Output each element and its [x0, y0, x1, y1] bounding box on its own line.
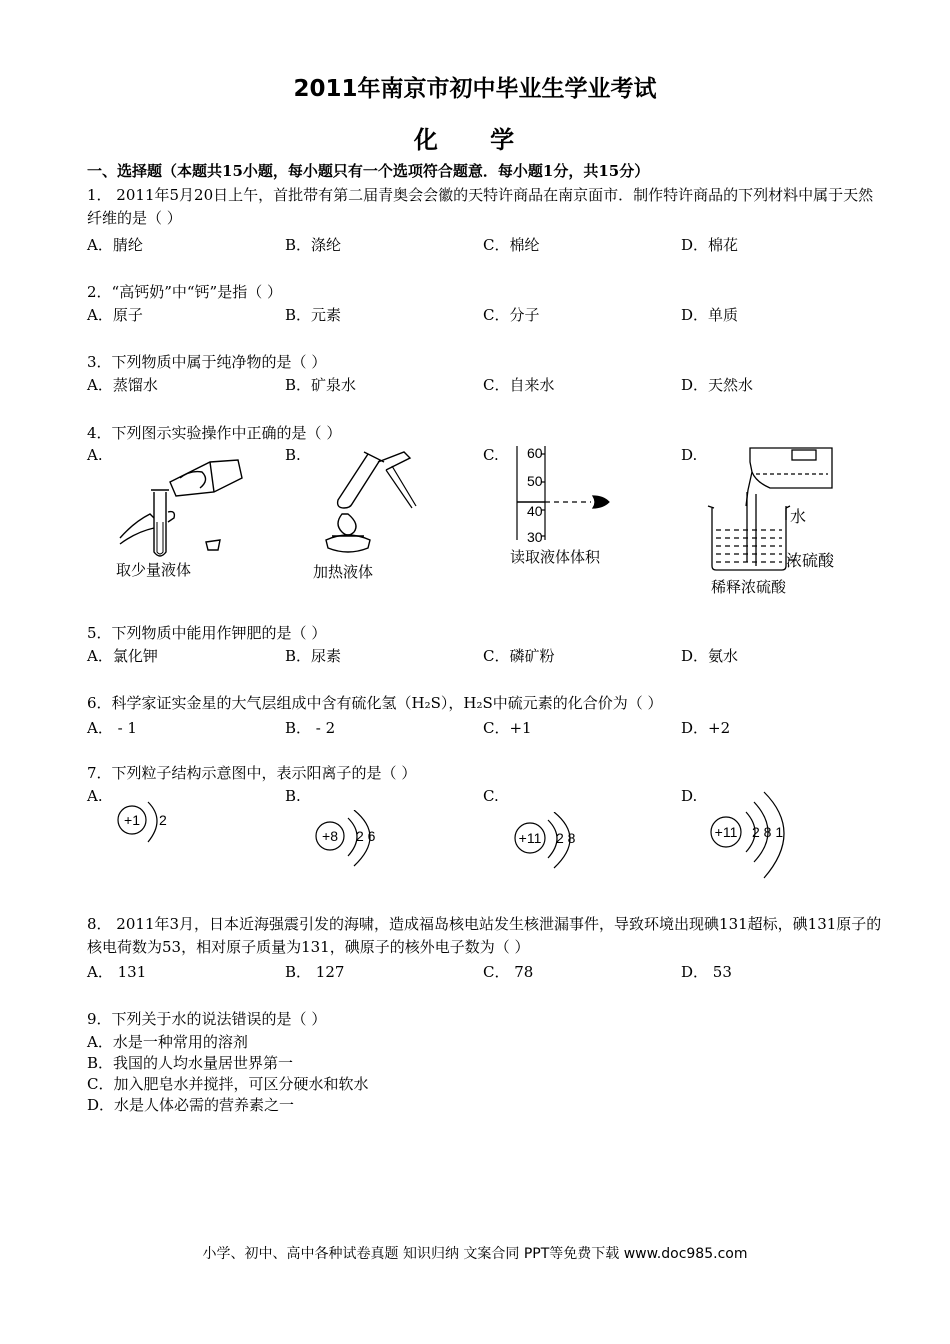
q8-option-a: A． 131: [87, 963, 147, 981]
atom-a-electrons: 2: [159, 812, 167, 828]
question-5-stem: 5．下列物质中能用作钾肥的是（ ）: [87, 624, 327, 642]
tick-30: 30: [527, 529, 543, 544]
q5-option-a: A．氯化钾: [87, 647, 158, 665]
atom-a-nucleus: +1: [124, 812, 140, 828]
q9-option-a: A．水是一种常用的溶剂: [87, 1033, 248, 1051]
q1-option-c: C．棉纶: [483, 236, 540, 254]
q5-option-c: C．磷矿粉: [483, 647, 555, 665]
tick-60: 60: [527, 445, 543, 461]
question-2-stem: 2．“高钙奶”中“钙”是指（ ）: [87, 283, 282, 301]
question-4-stem: 4．下列图示实验操作中正确的是（ ）: [87, 424, 342, 442]
q1-option-d: D．棉花: [681, 236, 739, 254]
q9-option-d: D．水是人体必需的营养素之一: [87, 1096, 295, 1114]
atom-b-nucleus: +8: [322, 828, 338, 844]
q8-option-c: C． 78: [483, 963, 534, 981]
atom-d-diagram: [704, 790, 814, 885]
q5-option-b: B．尿素: [285, 647, 342, 665]
footer-text: 小学、初中、高中各种试卷真题 知识归纳 文案合同 PPT等免费下载 www.doc985.com: [202, 1246, 748, 1262]
caption-dilute-acid: 稀释浓硫酸: [711, 578, 787, 596]
q7-option-b: B.: [285, 787, 301, 805]
q6-option-b: B． - 2: [285, 719, 336, 737]
section-heading: 一、选择题（本题共15小题，每小题只有一个选项符合题意．每小题1分，共15分）: [87, 162, 650, 180]
question-3-stem: 3．下列物质中属于纯净物的是（ ）: [87, 353, 327, 371]
question-6-stem: 6．科学家证实金星的大气层组成中含有硫化氢（H₂S），H₂S中硫元素的化合价为（ ）: [87, 694, 663, 712]
atom-c-electrons: 2 8: [556, 830, 576, 846]
question-1-stem: 1． 2011年5月20日上午，首批带有第二届青奥会会徽的天特许商品在南京面市．制作特许商品的下列材料中属于天然纤维的是（ ）: [87, 186, 874, 227]
q4-option-a: A.: [87, 446, 103, 464]
q6-option-c: C．+1: [483, 719, 532, 737]
atom-c-nucleus: +11: [518, 830, 542, 846]
atom-c-diagram: [508, 812, 598, 874]
dilute-acid-figure: [700, 442, 850, 577]
question-9-stem: 9．下列关于水的说法错误的是（ ）: [87, 1010, 327, 1028]
q3-option-c: C．自来水: [483, 376, 555, 394]
heating-liquid-figure: [308, 448, 428, 563]
measuring-cylinder-figure: [505, 444, 625, 544]
q2-option-a: A．原子: [87, 306, 143, 324]
q7-option-c: C.: [483, 787, 499, 805]
q9-option-c: C．加入肥皂水并搅拌，可区分硬水和软水: [87, 1075, 369, 1093]
atom-a-diagram: [112, 798, 182, 850]
subject-title: 化 学: [413, 126, 537, 154]
q7-option-a: A.: [87, 787, 103, 805]
q7-option-d: D.: [681, 787, 698, 805]
caption-take-liquid: 取少量液体: [116, 561, 192, 579]
q6-option-a: A． - 1: [87, 719, 137, 737]
caption-heat-liquid: 加热液体: [313, 563, 374, 581]
label-water: 水: [790, 509, 807, 526]
caption-read-volume: 读取液体体积: [510, 548, 601, 566]
atom-d-nucleus: +11: [714, 824, 738, 840]
q4-option-d: D.: [681, 446, 698, 464]
q9-option-b: B．我国的人均水量居世界第一: [87, 1054, 294, 1072]
atom-b-electrons: 2 6: [356, 828, 376, 844]
q2-option-c: C．分子: [483, 306, 540, 324]
q3-option-d: D．天然水: [681, 376, 754, 394]
q4-option-b: B.: [285, 446, 301, 464]
q5-option-d: D．氨水: [681, 647, 739, 665]
q8-option-d: D． 53: [681, 963, 732, 981]
label-conc-acid: 浓硫酸: [786, 553, 835, 570]
q2-option-d: D．单质: [681, 306, 739, 324]
exam-title: 2011年南京市初中毕业生学业考试: [293, 76, 657, 102]
atom-b-diagram: [310, 810, 400, 872]
tick-40: 40: [527, 503, 543, 519]
q3-option-b: B．矿泉水: [285, 376, 357, 394]
tick-50: 50: [527, 473, 543, 489]
q1-option-b: B．涤纶: [285, 236, 342, 254]
q3-option-a: A．蒸馏水: [87, 376, 158, 394]
q4-option-c: C.: [483, 446, 499, 464]
q2-option-b: B．元素: [285, 306, 342, 324]
q8-option-b: B． 127: [285, 963, 345, 981]
q6-option-d: D．+2: [681, 719, 731, 737]
question-7-stem: 7．下列粒子结构示意图中，表示阳离子的是（ ）: [87, 764, 417, 782]
question-8-stem: 8． 2011年3月，日本近海强震引发的海啸，造成福岛核电站发生核泄漏事件，导致环境出现碘131超标，碘131原子的核电荷数为53，相对原子质量为131，碘原子的核外电子数为（ ）: [87, 915, 882, 956]
pouring-liquid-figure: [110, 452, 250, 562]
atom-d-electrons: 2 8 1: [752, 824, 784, 840]
q1-option-a: A．腈纶: [87, 236, 143, 254]
